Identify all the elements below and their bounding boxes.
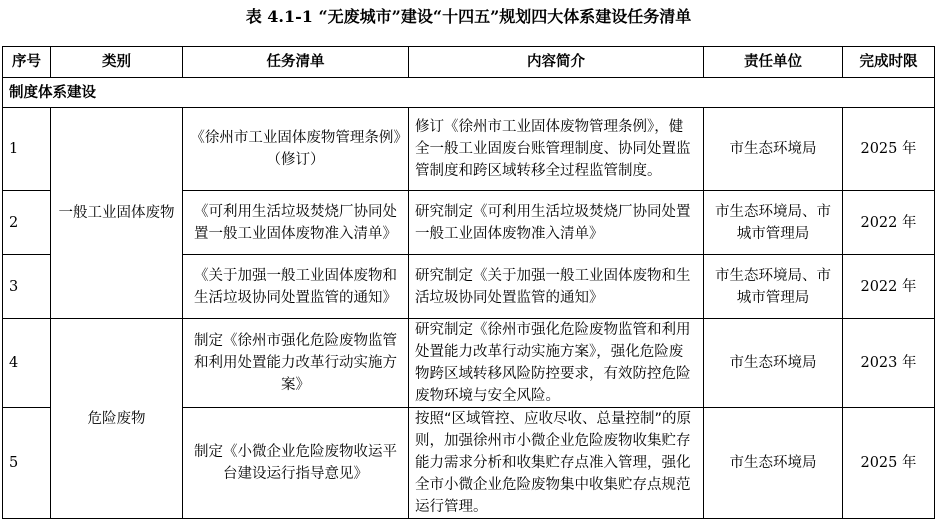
header-deadline: 完成时限 bbox=[843, 47, 935, 78]
category-cell: 一般工业固体废物 bbox=[51, 108, 183, 319]
unit-cell: 市生态环境局 bbox=[704, 108, 843, 191]
task-table bbox=[2, 46, 935, 519]
unit-cell: 市生态环境局 bbox=[704, 408, 843, 519]
header-category: 类别 bbox=[51, 47, 183, 78]
task-cell: 《徐州市工业固体废物管理条例》（修订） bbox=[183, 108, 409, 191]
content-cell: 修订《徐州市工业固体废物管理条例》，健全一般工业固废台账管理制度、协同处置监管制度和跨区域转移全过程监管制度。 bbox=[409, 108, 704, 191]
table-title: 表 4.1-1 “无废城市”建设“十四五”规划四大体系建设任务清单 bbox=[245, 7, 692, 26]
table-row bbox=[3, 108, 935, 191]
deadline-cell: 2022 年 bbox=[843, 191, 935, 255]
content-cell: 研究制定《徐州市强化危险废物监管和利用处置能力改革行动实施方案》，强化危险废物跨区域转移风险防控要求，有效防控危险废物环境与安全风险。 bbox=[409, 319, 704, 408]
unit-cell: 市生态环境局 bbox=[704, 319, 843, 408]
row-no: 2 bbox=[3, 191, 51, 255]
unit-cell: 市生态环境局、市城市管理局 bbox=[704, 191, 843, 255]
section-title: 制度体系建设 bbox=[3, 78, 935, 108]
header-row bbox=[3, 47, 935, 78]
task-cell: 《关于加强一般工业固体废物和生活垃圾协同处置监管的通知》 bbox=[183, 255, 409, 319]
deadline-cell: 2025 年 bbox=[843, 108, 935, 191]
category-cell: 危险废物 bbox=[51, 319, 183, 519]
table-row bbox=[3, 319, 935, 408]
row-no: 4 bbox=[3, 319, 51, 408]
header-no: 序号 bbox=[3, 47, 51, 78]
unit-cell: 市生态环境局、市城市管理局 bbox=[704, 255, 843, 319]
deadline-cell: 2022 年 bbox=[843, 255, 935, 319]
row-no: 1 bbox=[3, 108, 51, 191]
header-unit: 责任单位 bbox=[704, 47, 843, 78]
content-cell: 按照“区域管控、应收尽收、总量控制”的原则，加强徐州市小微企业危险废物收集贮存能力需求分析和收集贮存点准入管理，强化全市小微企业危险废物集中收集贮存点规范运行管理。 bbox=[409, 408, 704, 519]
content-cell: 研究制定《可利用生活垃圾焚烧厂协同处置一般工业固体废物准入清单》 bbox=[409, 191, 704, 255]
task-cell: 《可利用生活垃圾焚烧厂协同处置一般工业固体废物准入清单》 bbox=[183, 191, 409, 255]
header-content: 内容简介 bbox=[409, 47, 704, 78]
task-cell: 制定《徐州市强化危险废物监管和利用处置能力改革行动实施方案》 bbox=[183, 319, 409, 408]
task-cell: 制定《小微企业危险废物收运平台建设运行指导意见》 bbox=[183, 408, 409, 519]
row-no: 3 bbox=[3, 255, 51, 319]
deadline-cell: 2025 年 bbox=[843, 408, 935, 519]
deadline-cell: 2023 年 bbox=[843, 319, 935, 408]
header-task: 任务清单 bbox=[183, 47, 409, 78]
row-no: 5 bbox=[3, 408, 51, 519]
content-cell: 研究制定《关于加强一般工业固体废物和生活垃圾协同处置监管的通知》 bbox=[409, 255, 704, 319]
section-row bbox=[3, 78, 935, 108]
